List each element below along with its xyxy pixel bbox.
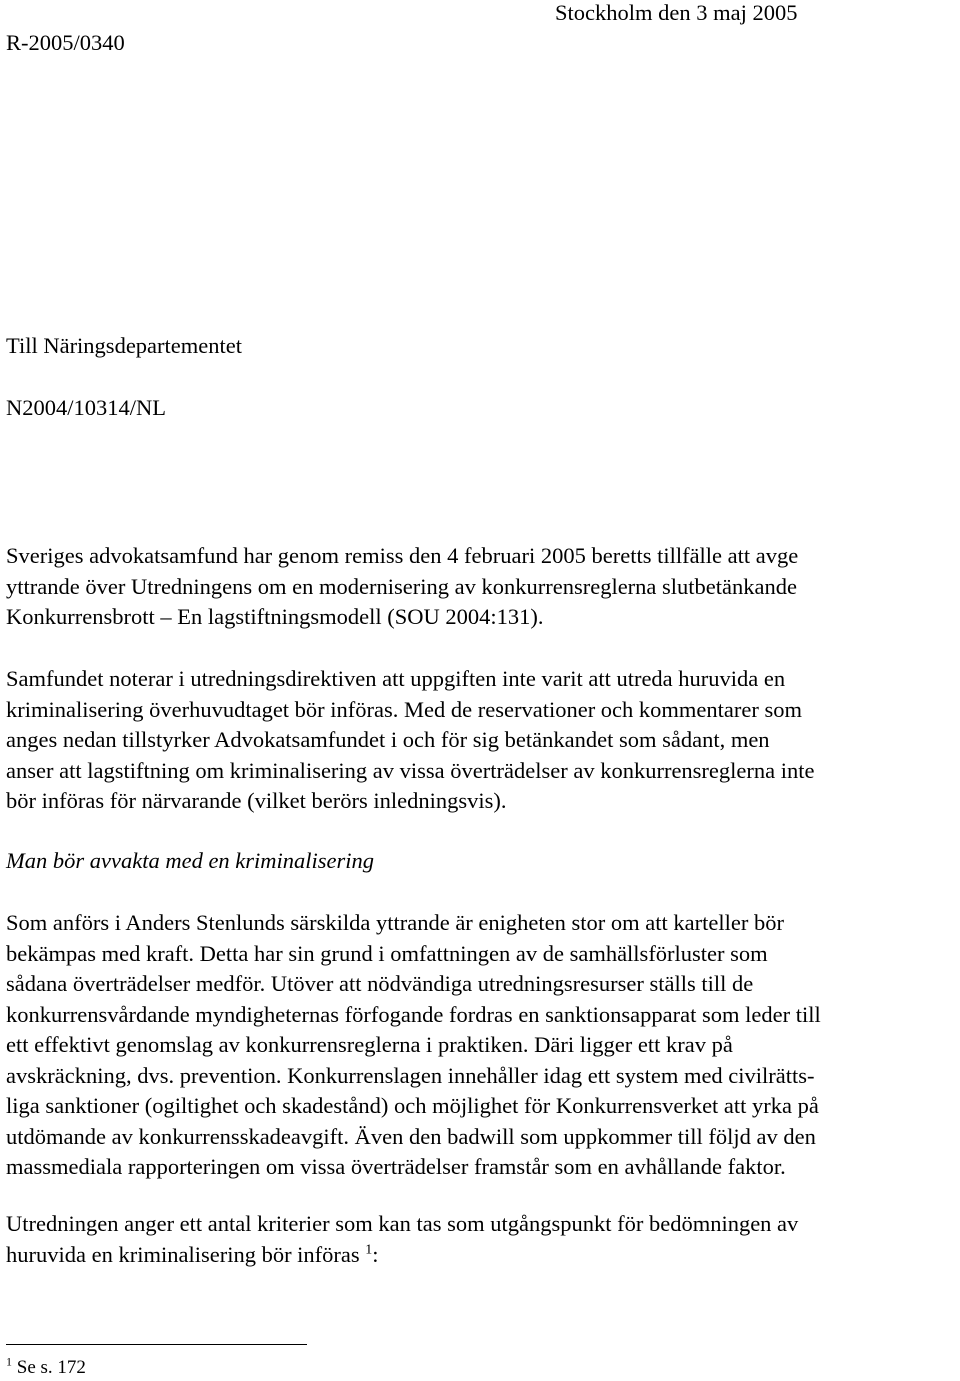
paragraph-line-text: huruvida en kriminalisering bör införas (6, 1241, 360, 1267)
paragraph-intro (6, 541, 798, 633)
paragraph-line: massmediala rapporteringen om vissa överträdelser framstår som en avhållande faktor. (6, 1154, 786, 1179)
paragraph-line: Sveriges advokatsamfund har genom remiss den 4 februari 2005 beretts tillfälle att avge (6, 543, 799, 568)
recipient: Till Näringsdepartementet (6, 333, 242, 358)
paragraph-line: yttrande över Utredningens om en modernisering av konkurrensreglerna slutbetänkande (6, 573, 797, 599)
paragraph-line: Konkurrensbrott – En lagstiftningsmodell (SOU 2004:131). (6, 604, 544, 629)
paragraph-position (6, 664, 815, 817)
paragraph-line: anser att lagstiftning om kriminalisering av vissa överträdelser av konkurrensreglerna inte (6, 757, 815, 783)
paragraph-line: konkurrensvårdande myndigheternas förfogande fordras en sanktionsapparat som leder till (6, 1001, 821, 1027)
department-reference: N2004/10314/NL (6, 395, 166, 420)
paragraph-line: kriminalisering överhuvudtaget bör införas. Med de reservationer och kommentarer som (6, 696, 803, 722)
paragraph-argument (6, 908, 821, 1183)
paragraph-line-tail: : (372, 1241, 379, 1267)
paragraph-line: bekämpas med kraft. Detta har sin grund i omfattningen av de samhällsförluster som (6, 940, 768, 966)
paragraph-line: anges nedan tillstyrker Advokatsamfundet i och för sig betänkandet som sådant, men (6, 727, 770, 752)
footnote-text: Se s. 172 (16, 1357, 86, 1378)
paragraph-line: Utredningen anger ett antal kriterier som kan tas som utgångspunkt för bedömningen av (6, 1211, 799, 1236)
reference-number: R-2005/0340 (6, 30, 125, 55)
footnote-marker: 1 (6, 1354, 12, 1369)
paragraph-line (6, 1240, 798, 1271)
paragraph-line: utdömande av konkurrensskadeavgift. Även den badwill som uppkommer till följd av den (6, 1123, 816, 1149)
paragraph-line: sådana överträdelser medför. Utöver att nödvändiga utredningsresurser ställs till de (6, 971, 754, 996)
letter-date: Stockholm den 3 maj 2005 (555, 0, 798, 25)
paragraph-criteria (6, 1209, 798, 1270)
section-heading: Man bör avvakta med en kriminalisering (6, 848, 375, 873)
paragraph-line: ett effektivt genomslag av konkurrensreglerna i praktiken. Däri ligger ett krav på (6, 1032, 733, 1057)
paragraph-line: bör införas för närvarande (vilket berörs inledningsvis). (6, 788, 507, 813)
footnote (6, 1356, 86, 1380)
footnote-reference[interactable]: 1 (365, 1242, 373, 1257)
paragraph-line: Samfundet noterar i utredningsdirektiven att uppgiften inte varit att utreda huruvida en (6, 666, 786, 691)
paragraph-line: Som anförs i Anders Stenlunds särskilda yttrande är enigheten stor om att karteller bör (6, 910, 784, 935)
footnote-separator (6, 1344, 307, 1345)
paragraph-line: avskräckning, dvs. prevention. Konkurrenslagen innehåller idag ett system med civilrätts- (6, 1062, 815, 1088)
paragraph-line: liga sanktioner (ogiltighet och skadestånd) och möjlighet för Konkurrensverket att yrka på (6, 1093, 819, 1118)
